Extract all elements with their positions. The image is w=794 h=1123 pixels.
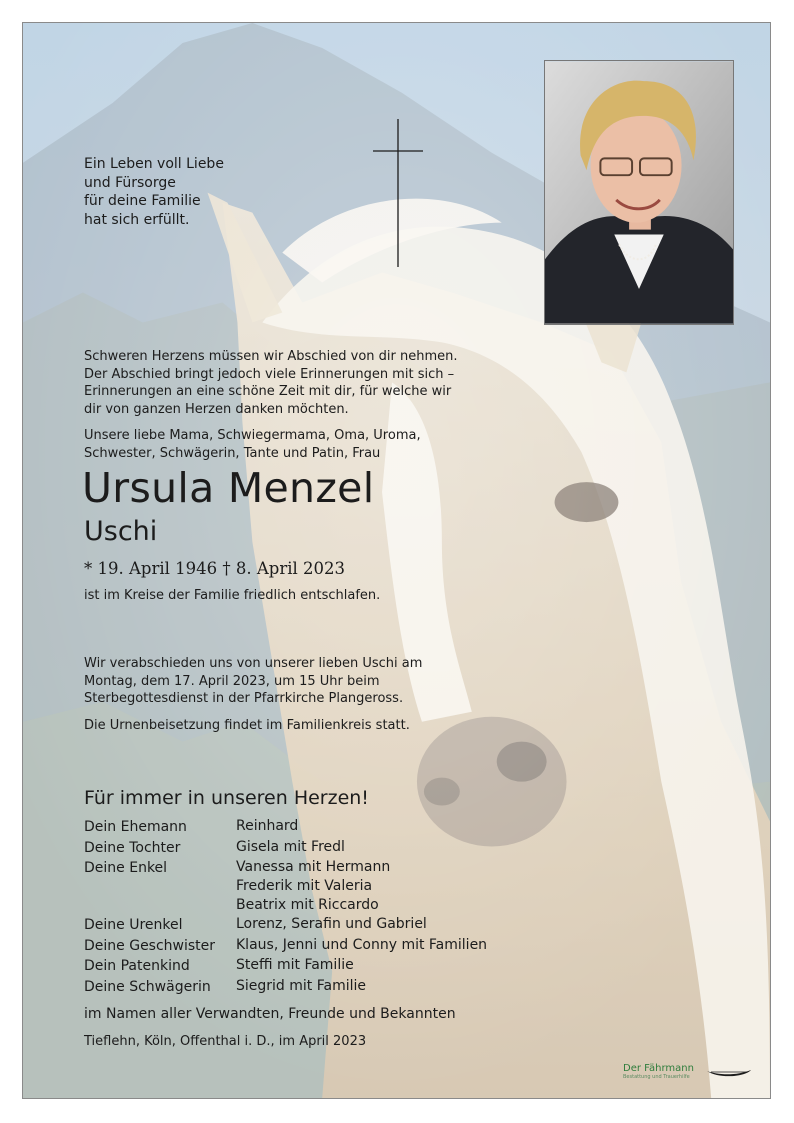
mourner-names: Siegrid mit Familie	[236, 977, 366, 994]
boat-icon	[707, 1067, 751, 1079]
mourner-names: Vanessa mit Hermann	[236, 859, 391, 875]
mourner-row	[84, 838, 487, 859]
mourner-names: Klaus, Jenni und Conny mit Familien	[236, 936, 488, 953]
intro-line: dir von ganzen Herzen danken möchten.	[84, 401, 349, 417]
mourners-heading: Für immer in unseren Herzen!	[84, 787, 369, 809]
mourner-row	[84, 915, 487, 936]
mourner-relation: Deine Urenkel	[84, 917, 183, 933]
mourner-row	[84, 977, 487, 998]
mourner-relation: Deine Geschwister	[84, 937, 216, 954]
intro-line: Erinnerungen an eine schöne Zeit mit dir, für welche wir	[84, 384, 452, 400]
obituary-card	[22, 22, 771, 1099]
mourner-relation: Deine Schwägerin	[84, 978, 211, 995]
mourner-relation: Deine Enkel	[84, 860, 168, 876]
place-date-line: Tieflehn, Köln, Offenthal i. D., im April 2023	[84, 1034, 367, 1049]
deceased-name: Ursula Menzel	[82, 464, 375, 512]
motto-line: und Fürsorge	[84, 174, 176, 191]
intro-paragraph	[84, 348, 458, 418]
mourner-names: Gisela mit Fredl	[236, 838, 345, 855]
cross-icon	[373, 119, 423, 267]
relatives-line: im Namen aller Verwandten, Freunde und Bekannten	[84, 1006, 456, 1022]
deceased-nickname: Uschi	[84, 516, 158, 547]
passed-away-text: ist im Kreise der Familie friedlich entschlafen.	[84, 588, 381, 603]
relationship-paragraph	[84, 427, 421, 462]
funeral-service-paragraph	[84, 655, 422, 708]
mourner-row	[84, 858, 487, 915]
logo-name: Der Fährmann	[623, 1063, 694, 1074]
mourner-row	[84, 936, 487, 957]
service-line: Wir verabschieden uns von unserer lieben Uschi am	[84, 656, 423, 671]
mourner-names: Steffi mit Familie	[236, 957, 354, 973]
mourner-names: Beatrix mit Riccardo	[236, 897, 379, 913]
mourner-relation: Dein Ehemann	[84, 819, 187, 835]
motto-text	[84, 155, 224, 229]
motto-line: für deine Familie	[84, 193, 201, 209]
relationship-line: Schwester, Schwägerin, Tante und Patin, Frau	[84, 445, 381, 461]
funeral-home-logo	[623, 1063, 753, 1087]
mourner-relation: Dein Patenkind	[84, 958, 190, 974]
mourner-relation: Deine Tochter	[84, 839, 181, 856]
portrait-photo	[544, 60, 734, 325]
service-line: Sterbegottesdienst in der Pfarrkirche Plangeross.	[84, 691, 404, 707]
mourners-list	[84, 817, 487, 997]
intro-line: Schweren Herzens müssen wir Abschied von dir nehmen.	[84, 349, 458, 364]
mourner-names: Lorenz, Serafin und Gabriel	[236, 916, 427, 932]
intro-line: Der Abschied bringt jedoch viele Erinnerungen mit sich –	[84, 366, 455, 382]
mourner-row	[84, 956, 487, 977]
urn-burial-text: Die Urnenbeisetzung findet im Familienkreis statt.	[84, 718, 410, 733]
mourner-row	[84, 817, 487, 838]
logo-subtitle: Bestattung und Trauerhilfe	[623, 1074, 690, 1080]
relationship-line: Unsere liebe Mama, Schwiegermama, Oma, Uroma,	[84, 428, 421, 443]
motto-line: Ein Leben voll Liebe	[84, 156, 224, 172]
motto-line: hat sich erfüllt.	[84, 211, 190, 228]
service-line: Montag, dem 17. April 2023, um 15 Uhr beim	[84, 673, 380, 689]
mourner-names: Frederik mit Valeria	[236, 878, 373, 894]
mourner-names: Reinhard	[236, 818, 299, 834]
life-dates: * 19. April 1946 † 8. April 2023	[84, 559, 346, 578]
